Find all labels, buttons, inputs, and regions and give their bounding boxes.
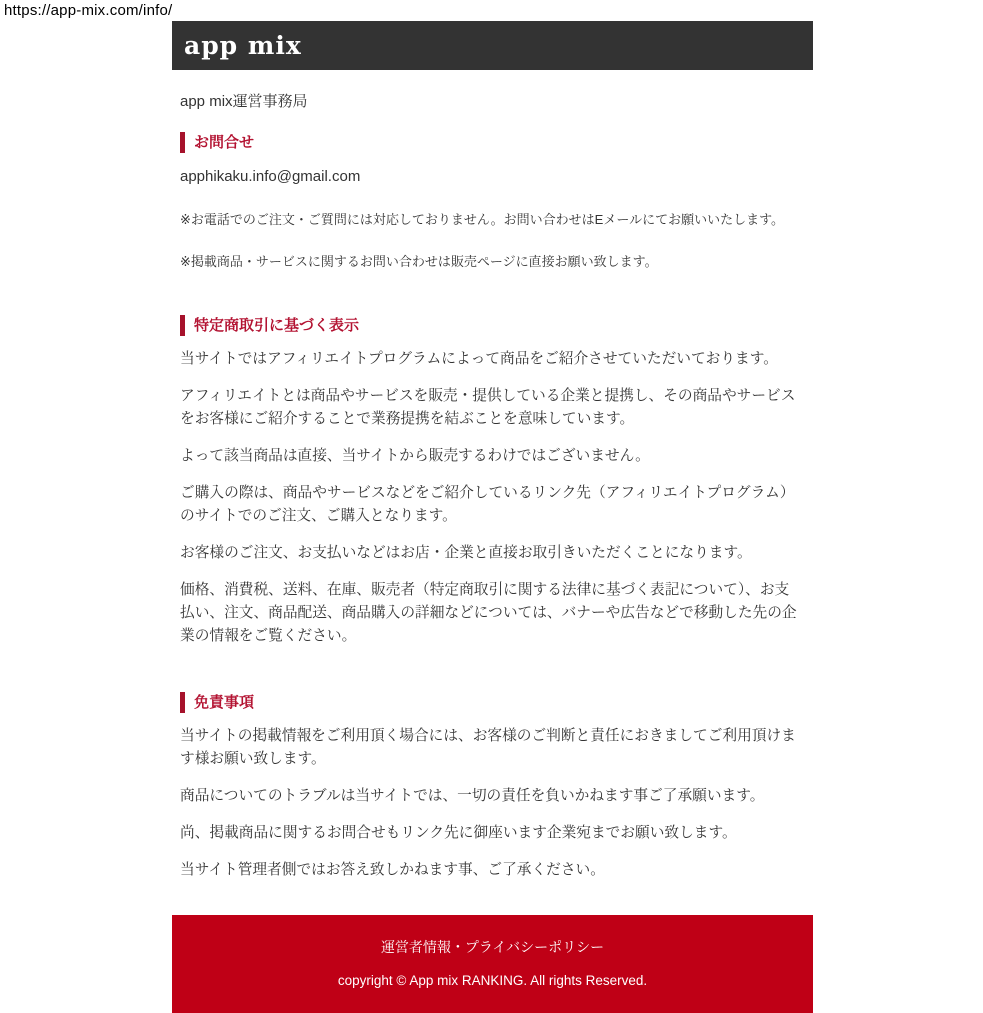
footer-privacy-policy-link[interactable]: 運営者情報・プライバシーポリシー [380,939,605,955]
page-container [172,21,813,882]
section-heading-disclaimer: 免責事項 [180,692,803,713]
site-title: app mix [184,31,302,60]
page-url-label: https://app-mix.com/info/ [4,2,173,19]
tokushoho-paragraph: お客様のご注文、お支払いなどはお店・企業と直接お取引きいただくことになります。 [180,545,752,561]
copyright-text: copyright © App mix RANKING. All rights Reserved. [337,973,648,988]
tokushoho-paragraph: よって該当商品は直接、当サイトから販売するわけではございません。 [180,448,650,464]
tokushoho-paragraph: アフィリエイトとは商品やサービスを販売・提供している企業と提携し、その商品やサービスをお客様にご紹介することで業務提携を結ぶことを意味しています。 [180,388,796,427]
contact-note-phone: ※お電話でのご注文・ご質問には対応しておりません。お問い合わせはEメールにてお願いいたします。 [180,212,785,227]
section-heading-tokushoho: 特定商取引に基づく表示 [180,315,803,336]
operator-name: app mix運営事務局 [180,93,308,110]
contact-note-products: ※掲載商品・サービスに関するお問い合わせは販売ページに直接お願い致します。 [180,254,658,269]
site-header [172,21,813,70]
tokushoho-paragraph: 当サイトではアフィリエイトプログラムによって商品をご紹介させていただいております。 [180,351,778,367]
disclaimer-paragraph: 商品についてのトラブルは当サイトでは、一切の責任を負いかねます事ご了承願います。 [180,788,765,804]
site-footer [172,915,813,1013]
disclaimer-paragraph: 当サイトの掲載情報をご利用頂く場合には、お客様のご判断と責任におきましてご利用頂けます様お願い致します。 [180,728,796,767]
section-heading-contact: お問合せ [180,132,803,153]
tokushoho-paragraph: 価格、消費税、送料、在庫、販売者（特定商取引に関する法律に基づく表記について）、お支払い、注文、商品配送、商品購入の詳細などについては、バナーや広告などで移動した先の企業の情報をご覧ください。 [180,582,797,644]
tokushoho-paragraph: ご購入の際は、商品やサービスなどをご紹介しているリンク先（アフィリエイトプログラム）のサイトでのご注文、ご購入となります。 [180,485,795,524]
disclaimer-paragraph: 当サイト管理者側ではお答え致しかねます事、ご了承ください。 [180,862,605,878]
contact-email: apphikaku.info@gmail.com [180,168,361,185]
page-content [172,92,813,882]
disclaimer-paragraph: 尚、掲載商品に関するお問合せもリンク先に御座います企業宛までお願い致します。 [180,825,737,841]
